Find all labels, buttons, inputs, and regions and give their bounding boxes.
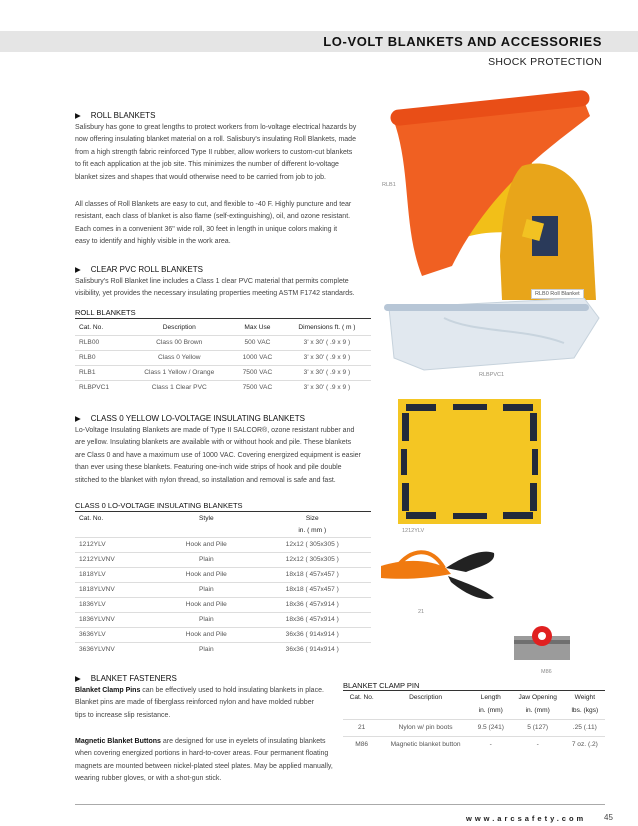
table-row: 1836YLVNV Plain 18x36 ( 457x914 )	[75, 612, 371, 627]
caption-rlb0: RLB0 Roll Blanket	[531, 289, 584, 299]
arrow-icon: ▶	[75, 414, 81, 423]
caption-1212ylv: 1212YLV	[402, 528, 425, 534]
page-title: LO-VOLT BLANKETS AND ACCESSORIES	[323, 34, 602, 49]
yellow-insulating-blanket	[398, 399, 541, 524]
table-row: RLB00 Class 00 Brown 500 VAC 3' x 30' ( .9 x 9 )	[75, 335, 371, 350]
clear-pvc-heading: ▶ CLEAR PVC ROLL BLANKETS	[75, 265, 203, 274]
roll-table-title: ROLL BLANKETS	[75, 308, 136, 317]
magnetic-buttons-paragraph: Magnetic Blanket Buttons are designed for use in eyelets of insulating blankets when covering energized portions in hard-to-cover areas. Four permanent floating magnets are mounted between nickel-plated steel plates. May be applied manually, wearing rubber gloves, or with a shot-gun stick.	[75, 738, 333, 783]
footer-rule	[75, 804, 605, 805]
website-url[interactable]: www.arcsafety.com	[466, 814, 587, 823]
table-rule	[343, 690, 605, 691]
table-rule	[75, 511, 371, 512]
table-row: RLB0 Class 0 Yellow 1000 VAC 3' x 30' ( .9 x 9 )	[75, 350, 371, 365]
table-row: 3636YLVNV Plain 36x36 ( 914x914 )	[75, 642, 371, 657]
magnetic-button-photo	[510, 624, 574, 666]
class0-table-title: CLASS 0 LO-VOLTAGE INSULATING BLANKETS	[75, 501, 243, 510]
arrow-icon: ▶	[75, 265, 81, 274]
roll-blankets-paragraph-2: All classes of Roll Blankets are easy to cut, and flexible to -40 F. Highly puncture and tear resistant, each class of blanket is also flame (self-extinguishing), oil, and ozone resistant. Each comes in a convenient 36" wide roll, 30 feet in length in unique colors making it easy to identify and highly visible in the work area.	[75, 201, 352, 246]
roll-blanket-photo	[382, 86, 608, 300]
clamp-pin-table: Cat. No. Description Length Jaw Opening Weight in. (mm) in. (mm) lbs. (kgs) 21 Nylon w/ pin boots 9.5 (241) 5 (127) .25 (.11) M86 Magnetic blanket button - - 7 oz. (.2)	[343, 692, 605, 753]
caption-21: 21	[418, 609, 425, 615]
caption-m86: M86	[541, 669, 552, 675]
clamp-jaw-top	[446, 552, 494, 572]
class0-blanket-photo	[398, 399, 541, 524]
clear-pvc-roll	[384, 304, 589, 311]
class0-paragraph: Lo-Voltage Insulating Blankets are made of Type II SALCOR®, ozone resistant rubber and are yellow. Insulating blankets are available with or without hook and pile. These blankets are Class 0 and have a maximum use of 1000 VAC. Covering energized equipment is easier than ever using these blankets. Featuring one-inch wide strips of hook and pile double stitched to the blanket with nylon thread, so installation and removal is safe and fast.	[75, 427, 361, 484]
table-row: RLB1 Class 1 Yellow / Orange 7500 VAC 3' x 30' ( .9 x 9 )	[75, 365, 371, 380]
class0-heading: ▶ CLASS 0 YELLOW LO-VOLTAGE INSULATING BLANKETS	[75, 414, 305, 423]
class0-table: Cat. No. Style Size in. ( mm ) 1212YLV Hook and Pile 12x12 ( 305x305 ) 1212YLVNV Plain 12x12 ( 305x305 ) 1818YLV Hook and Pile 18x18 ( 457x457 ) 1818YLVNV Plain 18x18 ( 457x457 ) 1836YLV Hook and Pile 18x36 ( 457x914 ) 1836YLVNV Plain 18x36 ( 457x914 ) 3636YLV Hook and Pile 36x36 ( 914x914 ) 3636YLVNV Plain 36x36 ( 914x914 )	[75, 513, 371, 657]
table-row: 21 Nylon w/ pin boots 9.5 (241) 5 (127) .25 (.11)	[343, 719, 605, 736]
table-row: 1818YLVNV Plain 18x18 ( 457x457 )	[75, 582, 371, 597]
table-row: 1818YLV Hook and Pile 18x18 ( 457x457 )	[75, 567, 371, 582]
fasteners-heading: ▶ BLANKET FASTENERS	[75, 674, 177, 683]
table-row: 1212YLV Hook and Pile 12x12 ( 305x305 )	[75, 537, 371, 552]
arrow-icon: ▶	[75, 674, 81, 683]
arrow-icon: ▶	[75, 111, 81, 120]
clamp-pin-photo	[376, 538, 500, 606]
clear-pvc-photo	[384, 298, 606, 372]
clear-pvc-paragraph: Salisbury's Roll Blanket line includes a Class 1 clear PVC material that permits complete visibility, yet provides the necessary insulating properties meeting ASTM F1742 standards.	[75, 278, 355, 298]
table-rule	[75, 318, 371, 319]
caption-rlbpvc1: RLBPVC1	[479, 372, 505, 378]
table-row: 1212YLVNV Plain 12x12 ( 305x305 )	[75, 552, 371, 567]
table-row: 3636YLV Hook and Pile 36x36 ( 914x914 )	[75, 627, 371, 642]
page-number: 45	[604, 813, 613, 822]
roll-blankets-paragraph-1: Salisbury has gone to great lengths to protect workers from lo-voltage electrical hazards by now offering insulating blanket material on a roll. Salisbury's insulating Roll Blankets, made from a high strength fabric reinforced Type II rubber, allow workers to custom-cut blankets to fit each application at the job site. This minimizes the number of different lo-voltage blanket sizes and shapes that would otherwise need to be carried from job to job.	[75, 124, 357, 181]
clamp-jaw-bottom	[448, 576, 494, 599]
table-row: M86 Magnetic blanket button - - 7 oz. (.2)	[343, 736, 605, 753]
table-row: 1836YLV Hook and Pile 18x36 ( 457x914 )	[75, 597, 371, 612]
roll-blankets-heading: ▶ ROLL BLANKETS	[75, 111, 156, 120]
table-row: RLBPVC1 Class 1 Clear PVC 7500 VAC 3' x 30' ( .9 x 9 )	[75, 380, 371, 395]
page-subtitle: SHOCK PROTECTION	[488, 56, 602, 68]
roll-blankets-table: Cat. No. Description Max Use Dimensions ft. ( m ) RLB00 Class 00 Brown 500 VAC 3' x 30' ( .9 x 9 ) RLB0 Class 0 Yellow 1000 VAC 3' x 30' ( .9 x 9 ) RLB1 Class 1 Yellow / Orange 7500 VAC 3' x 30' ( .9 x 9 ) RLBPVC1 Class 1 Clear PVC 7500 VAC 3' x 30' ( .9 x 9 )	[75, 321, 371, 395]
caption-rlb1: RLB1	[382, 182, 396, 188]
pin-table-title: BLANKET CLAMP PIN	[343, 681, 420, 690]
clamp-pins-paragraph: Blanket Clamp Pins can be effectively used to hold insulating blankets in place. Blanket pins are made of fiberglass reinforced nylon and have molded rubber tips to increase slip resistance.	[75, 687, 324, 719]
